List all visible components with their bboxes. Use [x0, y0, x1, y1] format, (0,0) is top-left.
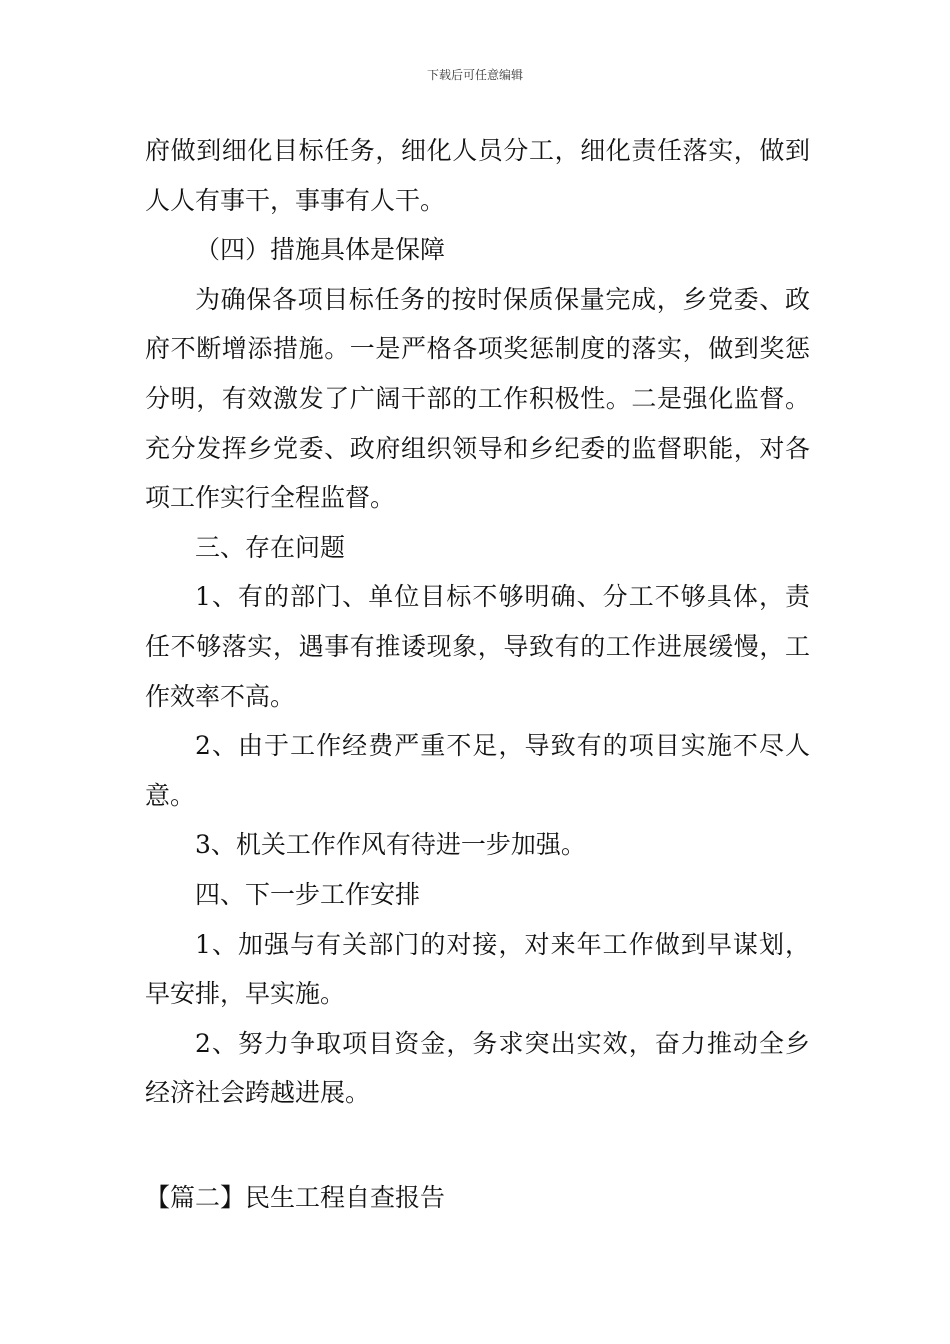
section-title: 【篇二】民生工程自查报告 [145, 1183, 446, 1212]
subheading: （四）措施具体是保障 [195, 235, 446, 265]
list-item: 2、努力争取项目资金，务求突出实效，奋力推动全乡经济社会跨越进展。 [145, 1028, 810, 1108]
list-item: 1、加强与有关部门的对接，对来年工作做到早谋划，早安排，早实施。 [145, 929, 810, 1009]
section-heading: 四、下一步工作安排 [195, 879, 421, 909]
body-text [145, 126, 810, 1118]
list-item: 2、由于工作经费严重不足，导致有的项目实施不尽人意。 [145, 731, 810, 810]
list-item: 3、机关工作作风有待进一步加强。 [195, 830, 586, 860]
section-heading: 三、存在问题 [195, 532, 346, 562]
page-header-note: 下载后可任意编辑 [426, 68, 523, 82]
list-item: 1、有的部门、单位目标不够明确、分工不够具体，责任不够落实，遇事有推诿现象，导致有的工作进展缓慢，工作效率不高。 [145, 582, 810, 711]
paragraph: 为确保各项目标任务的按时保质保量完成，乡党委、政府不断增添措施。一是严格各项奖惩制度的落实，做到奖惩分明，有效激发了广阔干部的工作积极性。二是强化监督。充分发挥乡党委、政府组织领导和乡纪委的监督职能，对各项工作实行全程监督。 [145, 284, 810, 513]
paragraph: 府做到细化目标任务，细化人员分工，细化责任落实，做到人人有事干，事事有人干。 [145, 136, 810, 215]
